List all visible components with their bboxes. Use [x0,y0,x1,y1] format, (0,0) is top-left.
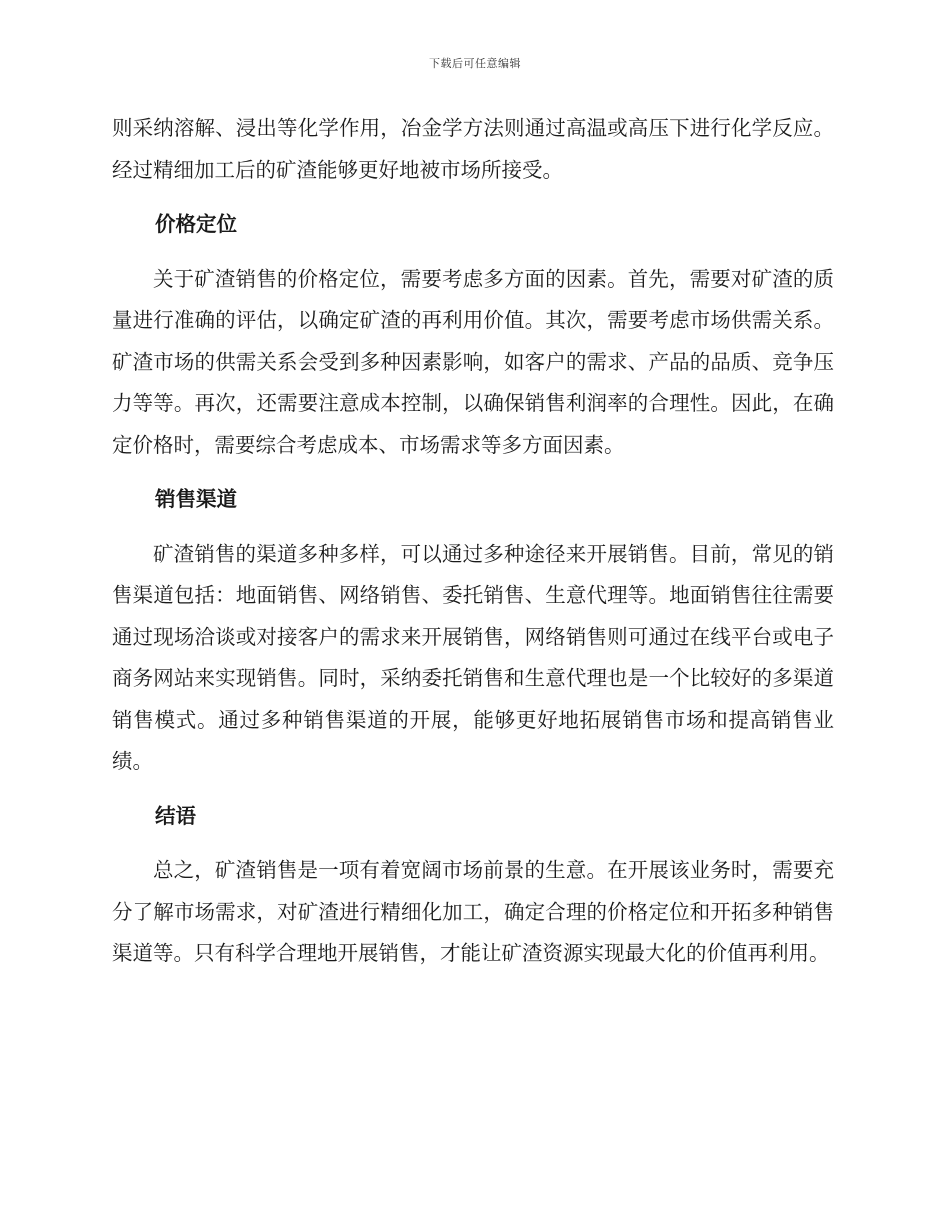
section-paragraph-conclusion: 总之，矿渣销售是一项有着宽阔市场前景的生意。在开展该业务时，需要充分了解市场需求，对矿渣进行精细化加工，确定合理的价格定位和开拓多种销售渠道等。只有科学合理地开展销售，才能让矿渣资源实现最大化的价值再利用。 [112,858,834,965]
page-header: 下载后可任意编辑 [429,57,521,70]
section-heading-pricing: 价格定位 [155,212,237,236]
intro-paragraph: 则采纳溶解、浸出等化学作用，冶金学方法则通过高温或高压下进行化学反应。经过精细加工后的矿渣能够更好地被市场所接受。 [112,116,834,182]
section-heading-conclusion: 结语 [155,803,196,828]
section-heading-channels: 销售渠道 [155,487,237,511]
section-paragraph-channels: 矿渣销售的渠道多种多样，可以通过多种途径来开展销售。目前，常见的销售渠道包括：地面销售、网络销售、委托销售、生意代理等。地面销售往往需要通过现场洽谈或对接客户的需求来开展销售，网络销售则可通过在线平台或电子商务网站来实现销售。同时，采纳委托销售和生意代理也是一个比较好的多渠道销售模式。通过多种销售渠道的开展，能够更好地拓展销售市场和提高销售业绩。 [112,541,834,773]
document-body [112,108,834,975]
section-paragraph-pricing: 关于矿渣销售的价格定位，需要考虑多方面的因素。首先，需要对矿渣的质量进行准确的评估，以确定矿渣的再利用价值。其次，需要考虑市场供需关系。矿渣市场的供需关系会受到多种因素影响，如客户的需求、产品的品质、竞争压力等等。再次，还需要注意成本控制，以确保销售利润率的合理性。因此，在确定价格时，需要综合考虑成本、市场需求等多方面因素。 [112,266,834,457]
